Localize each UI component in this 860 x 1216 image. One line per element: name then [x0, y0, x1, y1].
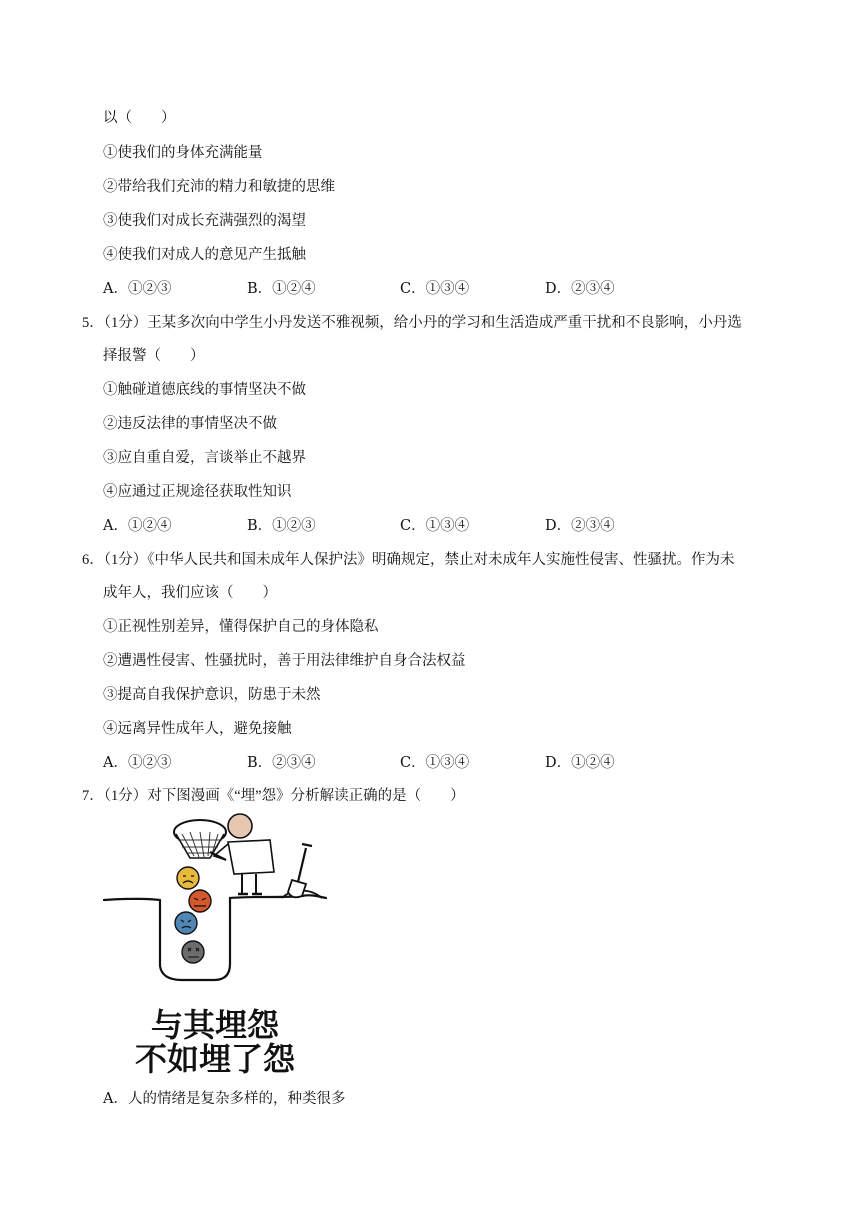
- q4-option-a[interactable]: A．①②③: [103, 281, 172, 297]
- q5-option-a[interactable]: A．①②④: [103, 518, 172, 534]
- q6-option-d[interactable]: D．①②④: [545, 755, 615, 771]
- q6-stem-line-2: 成年人，我们应该（ ）: [103, 585, 277, 601]
- q4-option-c[interactable]: C．①③④: [400, 281, 470, 297]
- q5-stem-line-1: 5．（1分）王某多次向中学生小丹发送不雅视频，给小丹的学习和生活造成严重干扰和不良影响，小丹选: [82, 315, 742, 331]
- q6-option-c[interactable]: C．①③④: [400, 755, 470, 771]
- q7-stem: 7．（1分）对下图漫画《“埋”怨》分析解读正确的是（ ）: [82, 788, 465, 804]
- q5-option-d[interactable]: D．②③④: [545, 518, 615, 534]
- q7-option-a[interactable]: A．人的情绪是复杂多样的，种类很多: [103, 1091, 346, 1107]
- q4-item-4: ④使我们对成人的意见产生抵触: [103, 247, 306, 263]
- q5-item-2: ②违反法律的事情坚决不做: [103, 416, 277, 432]
- q6-item-1: ①正视性别差异，懂得保护自己的身体隐私: [103, 619, 379, 635]
- q5-option-c[interactable]: C．①③④: [400, 518, 470, 534]
- q5-option-b[interactable]: B．①②③: [247, 518, 316, 534]
- q6-option-a[interactable]: A．①②③: [103, 755, 172, 771]
- q4-item-3: ③使我们对成长充满强烈的渴望: [103, 213, 306, 229]
- cartoon-caption-1: 与其埋怨: [150, 1006, 280, 1044]
- q6-stem-line-1: 6．（1分）《中华人民共和国未成年人保护法》明确规定，禁止对未成年人实施性侵害、性骚扰。作为未: [82, 552, 735, 568]
- q6-option-b[interactable]: B．②③④: [247, 755, 316, 771]
- q6-item-2: ②遭遇性侵害、性骚扰时，善于用法律维护自身合法权益: [103, 653, 466, 669]
- q6-item-4: ④远离异性成年人，避免接触: [103, 721, 292, 737]
- q4-option-d[interactable]: D．②③④: [545, 281, 615, 297]
- q5-item-1: ①触碰道德底线的事情坚决不做: [103, 382, 306, 398]
- q5-item-3: ③应自重自爱，言谈举止不越界: [103, 450, 306, 466]
- q5-item-4: ④应通过正规途径获取性知识: [103, 484, 292, 500]
- q4-item-1: ①使我们的身体充满能量: [103, 145, 263, 161]
- cartoon-image: [102, 812, 328, 1080]
- q4-option-b[interactable]: B．①②④: [247, 281, 316, 297]
- q6-item-3: ③提高自我保护意识，防患于未然: [103, 687, 321, 703]
- q4-stem-end: 以（ ）: [103, 110, 176, 126]
- q5-stem-line-2: 择报警（ ）: [103, 348, 205, 364]
- q4-item-2: ②带给我们充沛的精力和敏捷的思维: [103, 179, 335, 195]
- cartoon-caption-2: 不如埋了怨: [134, 1040, 296, 1078]
